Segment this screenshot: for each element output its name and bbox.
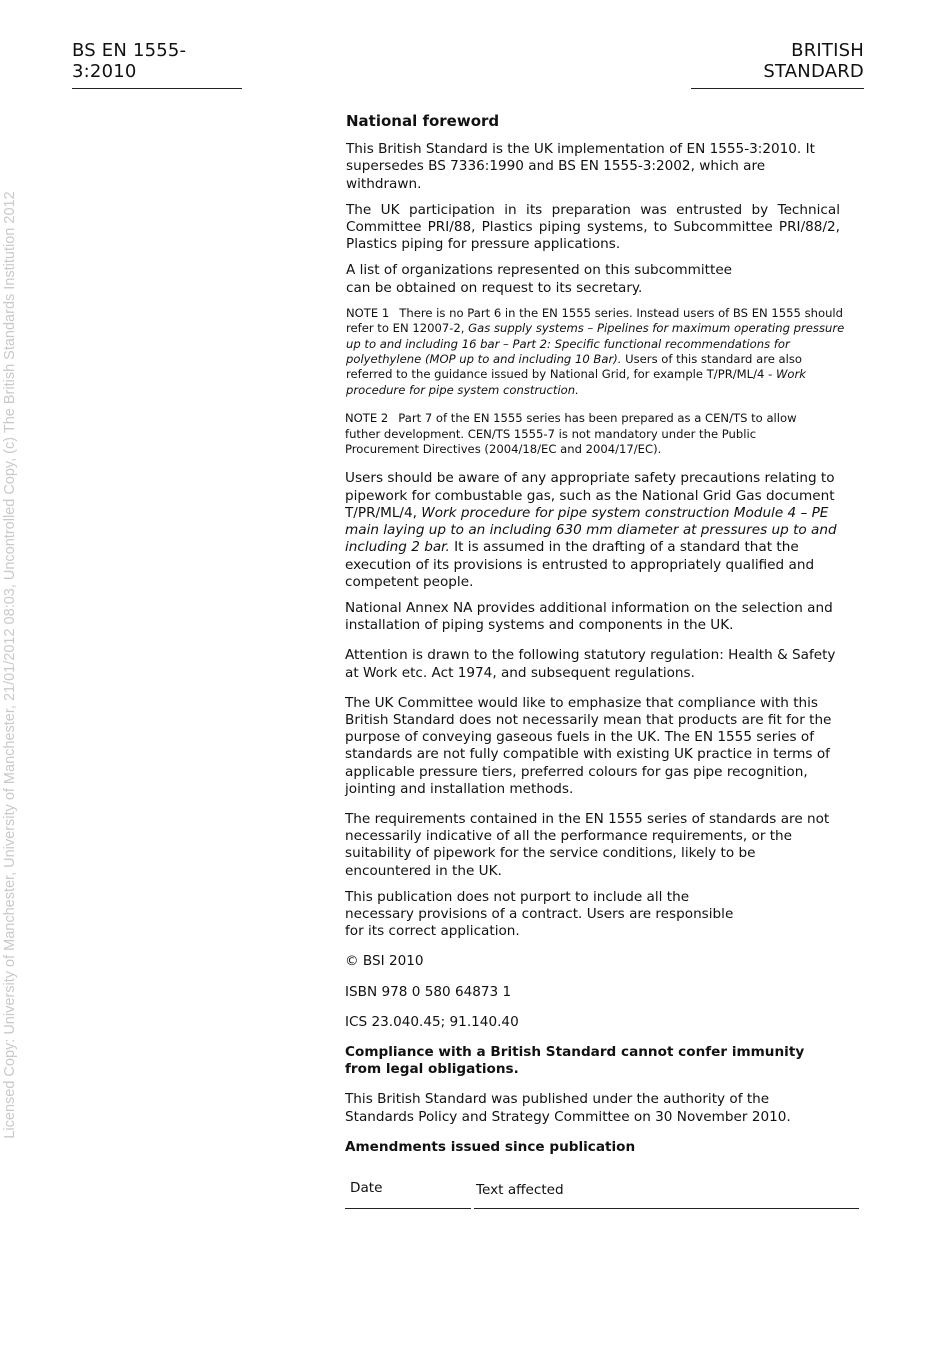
note-2 (345, 411, 815, 457)
note-1-label: NOTE 1 (346, 305, 390, 320)
note-1 (346, 306, 851, 398)
amendments-column-date: Date (350, 1179, 383, 1196)
compliance-notice: Compliance with a British Standard cannot confer immunity from legal obligations. (345, 1043, 805, 1078)
paragraph-safety-precautions (345, 470, 840, 590)
paragraph-contract-provisions: This publication does not purport to include all the necessary provisions of a contract. Users are responsible for its correct application. (345, 888, 734, 940)
safety-work-procedure-title: Work procedure for pipe system construction Module 4 – PE main laying up to an including 630 mm diameter at pressures up to and including 2 bar. (345, 504, 837, 556)
header-standard-number: BS EN 1555-3:2010 (72, 40, 242, 89)
amendments-table (345, 1162, 859, 1212)
amendments-column-text-affected: Text affected (476, 1181, 564, 1198)
paragraph-national-annex: National Annex NA provides additional information on the selection and installation of piping systems and components in the UK. (345, 599, 833, 634)
note-1-guidance-text: Users of this standard are also referred to the guidance issued by National Grid, for example T/PR/ML/4 - (346, 352, 802, 382)
header-british-standard: BRITISH STANDARD (691, 40, 864, 89)
paragraph-implementation: This British Standard is the UK implementation of EN 1555-3:2010. It supersedes BS 7336:1990 and BS EN 1555-3:2002, which are withdrawn. (346, 141, 815, 192)
table-rule (474, 1208, 859, 1209)
safety-text-continued: It is assumed in the drafting of a standard that the execution of its provisions is entrusted to appropriately qualified and competent people. (345, 539, 815, 590)
paragraph-publication-authority: This British Standard was published under the authority of the Standards Policy and Strategy Committee on 30 November 2010. (345, 1091, 791, 1125)
table-rule (345, 1208, 471, 1209)
amendments-heading: Amendments issued since publication (345, 1138, 636, 1155)
paragraph-requirements: The requirements contained in the EN 1555 series of standards are not necessarily indicative of all the performance requirements, or the suitability of pipework for the service conditions, likely to be encountered in the UK. (345, 810, 830, 879)
paragraph-statutory-regulation: Attention is drawn to the following statutory regulation: Health & Safety at Work etc. Act 1974, and subsequent regulations. (345, 647, 836, 681)
ics-line: ICS 23.040.45; 91.140.40 (345, 1013, 519, 1030)
note-1-gas-supply-title: Gas supply systems – Pipelines for maximum operating pressure up to and including 16 bar – Part 2: Specific functional recommendations for polyethylene (MOP up to and including 10 Bar). (346, 321, 845, 367)
license-watermark: Licensed Copy: University of Manchester, University of Manchester, 21/01/2012 08:03, Uncontrolled Copy, (c) The British Standards Institution 2012 (2, 191, 18, 1139)
note-2-label: NOTE 2 (345, 411, 389, 426)
note-1-work-procedure-title: Work procedure for pipe system construction. (346, 367, 807, 397)
paragraph-organizations-list: A list of organizations represented on this subcommittee can be obtained on request to its secretary. (346, 262, 733, 296)
isbn-line: ISBN 978 0 580 64873 1 (345, 983, 512, 1000)
note-1-text: There is no Part 6 in the EN 1555 series. Instead users of BS EN 1555 should refer to EN 12007-2, (346, 305, 844, 336)
paragraph-uk-committee: The UK Committee would like to emphasize that compliance with this British Standard does not necessarily mean that products are fit for the purpose of conveying gaseous fuels in the UK. The EN 1555 series of standards are not fully compatible with existing UK practice in terms of applicable pressure tiers, preferred colours for gas pipe recognition, jointing and installation methods. (345, 694, 832, 797)
note-2-text: Part 7 of the EN 1555 series has been prepared as a CEN/TS to allow futher development. CEN/TS 1555-7 is not mandatory under the Public Procurement Directives (2004/18/EC and 2004/17/EC). (345, 411, 797, 457)
paragraph-participation: The UK participation in its preparation was entrusted by Technical Committee PRI/88, Plastics piping systems, to Subcommittee PRI/88/2, Plastics piping for pressure applications. (346, 201, 840, 253)
national-foreword (345, 112, 845, 1212)
safety-text: Users should be aware of any appropriate safety precautions relating to pipework for combustable gas, such as the National Grid Gas document T/PR/ML/4, (345, 470, 835, 521)
copyright-line: © BSI 2010 (345, 953, 424, 970)
page-title: National foreword (346, 112, 500, 130)
